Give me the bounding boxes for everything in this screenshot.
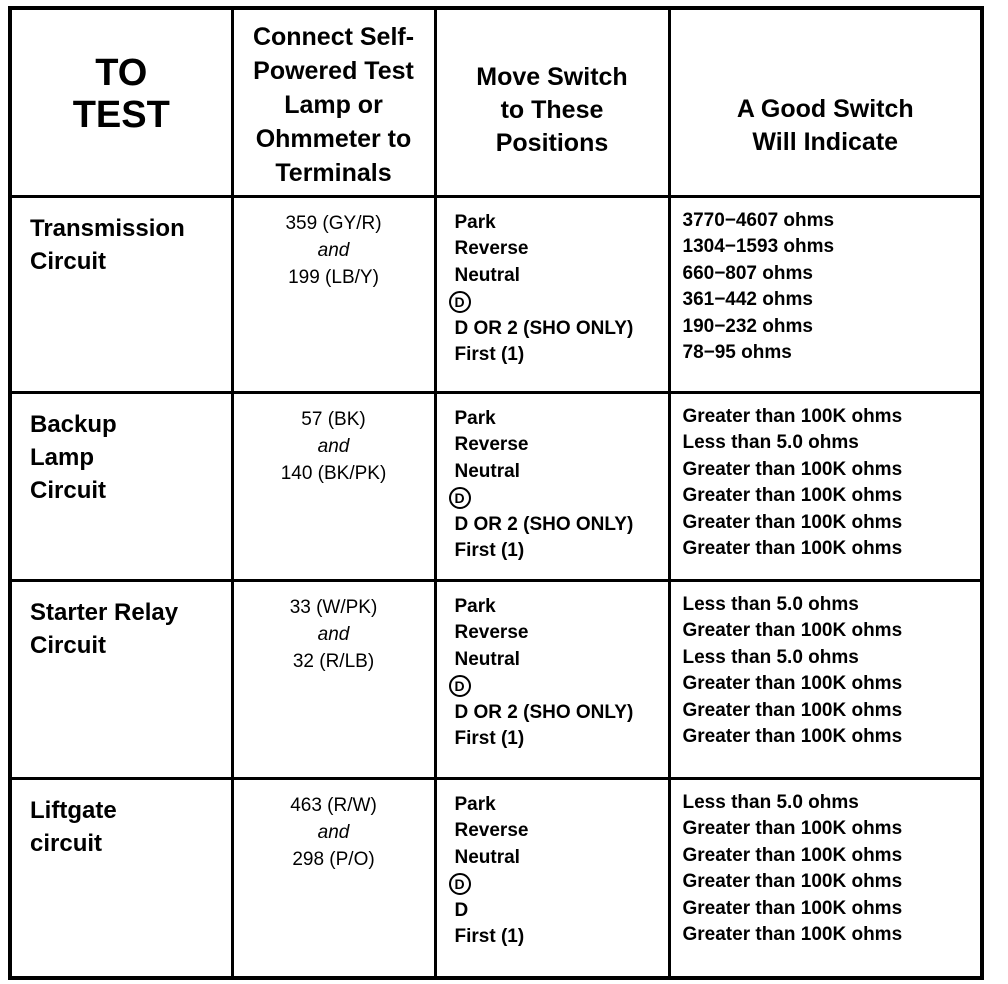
reading-item: 1304−1593 ohms — [682, 236, 835, 258]
circuit-line: Circuit — [30, 476, 107, 504]
position-item: D OR 2 (SHO ONLY) — [454, 513, 634, 535]
terminals-cell — [232, 778, 435, 978]
indicate-cell — [669, 778, 982, 978]
position-item: D OR 2 (SHO ONLY) — [454, 317, 634, 339]
circled-d-icon: D — [449, 873, 471, 895]
circuit-line: circuit — [30, 829, 103, 857]
circled-d-icon: D — [449, 291, 471, 313]
reading-item: Less than 5.0 ohms — [682, 593, 859, 615]
header-line: Powered Test — [253, 57, 414, 85]
circuit-line: Lamp — [30, 443, 95, 471]
position-item: Park — [454, 211, 496, 233]
reading-item: 78−95 ohms — [682, 342, 792, 364]
terminal-value: 359 (GY/R) — [285, 212, 382, 234]
position-item: Reverse — [454, 434, 529, 456]
positions-cell — [435, 196, 669, 392]
position-item: Neutral — [454, 460, 520, 482]
position-item: First (1) — [454, 926, 525, 948]
reading-item: Greater than 100K ohms — [682, 538, 903, 560]
reading-item: 660−807 ohms — [682, 262, 813, 284]
terminal-value: 140 (BK/PK) — [280, 462, 387, 484]
reading-item: Greater than 100K ohms — [682, 511, 903, 533]
circuit-line: Transmission — [30, 214, 185, 242]
header-line: Will Indicate — [752, 128, 899, 157]
terminals-cell — [232, 580, 435, 778]
positions-cell — [435, 392, 669, 580]
reading-item: Greater than 100K ohms — [682, 485, 903, 507]
position-item: D — [454, 899, 469, 921]
circled-d-icon: D — [449, 675, 471, 697]
position-item: Reverse — [454, 238, 529, 260]
circuit-line: Circuit — [30, 247, 107, 275]
position-item: Reverse — [454, 622, 529, 644]
reading-item: Greater than 100K ohms — [682, 620, 903, 642]
header-move-switch — [435, 8, 669, 196]
reading-item: Less than 5.0 ohms — [682, 646, 859, 668]
header-good-switch — [669, 8, 982, 196]
circuit-name — [10, 196, 232, 392]
terminal-value: 463 (R/W) — [290, 794, 377, 816]
table-row — [10, 392, 982, 580]
circuit-name — [10, 778, 232, 978]
reading-item: Greater than 100K ohms — [682, 699, 903, 721]
circuit-line: Backup — [30, 410, 117, 438]
header-line: Ohmmeter to — [255, 125, 412, 153]
terminal-value: 57 (BK) — [301, 408, 366, 430]
terminal-value: 33 (W/PK) — [289, 596, 378, 618]
circuit-line: Circuit — [30, 631, 107, 659]
position-item-overdrive — [455, 673, 668, 700]
reading-item: Greater than 100K ohms — [682, 871, 903, 893]
terminals-cell — [232, 392, 435, 580]
position-item: Reverse — [454, 820, 529, 842]
circuit-line: Liftgate — [30, 796, 117, 824]
positions-cell — [435, 580, 669, 778]
header-row — [10, 8, 982, 196]
header-to-test — [10, 8, 232, 196]
position-item: Neutral — [454, 846, 520, 868]
switch-test-table — [8, 6, 984, 980]
reading-item: Less than 5.0 ohms — [682, 432, 859, 454]
position-item: First (1) — [454, 540, 525, 562]
position-item: Neutral — [454, 648, 520, 670]
header-line: TO — [95, 52, 148, 95]
reading-item: Greater than 100K ohms — [682, 673, 903, 695]
circuit-name — [10, 580, 232, 778]
header-line: Connect Self- — [252, 23, 415, 51]
table-row — [10, 580, 982, 778]
reading-item: Greater than 100K ohms — [682, 726, 903, 748]
reading-item: Greater than 100K ohms — [682, 818, 903, 840]
reading-item: 361−442 ohms — [682, 289, 813, 311]
reading-item: Greater than 100K ohms — [682, 897, 903, 919]
reading-item: Greater than 100K ohms — [682, 458, 903, 480]
indicate-cell — [669, 392, 982, 580]
position-item: D OR 2 (SHO ONLY) — [454, 701, 634, 723]
and-label: and — [317, 821, 350, 843]
position-item: Park — [454, 793, 496, 815]
indicate-cell — [669, 580, 982, 778]
position-item: First (1) — [454, 344, 525, 366]
header-line: TEST — [72, 94, 170, 137]
position-item: First (1) — [454, 728, 525, 750]
position-item-overdrive — [455, 871, 668, 898]
terminals-cell — [232, 196, 435, 392]
and-label: and — [317, 239, 350, 261]
reading-item: 190−232 ohms — [682, 315, 813, 337]
reading-item: Less than 5.0 ohms — [682, 791, 859, 813]
header-line: A Good Switch — [736, 95, 914, 124]
reading-item: Greater than 100K ohms — [682, 844, 903, 866]
position-item-overdrive — [455, 485, 668, 512]
and-label: and — [317, 435, 350, 457]
circuit-name — [10, 392, 232, 580]
circuit-line: Starter Relay — [30, 598, 179, 626]
header-line: Terminals — [275, 159, 392, 187]
header-connect — [232, 8, 435, 196]
header-line: to These — [500, 95, 604, 124]
header-line: Move Switch — [476, 62, 628, 91]
reading-item: Greater than 100K ohms — [682, 924, 903, 946]
position-item: Park — [454, 407, 496, 429]
table-row — [10, 196, 982, 392]
header-line: Positions — [495, 128, 609, 157]
reading-item: Greater than 100K ohms — [682, 405, 903, 427]
position-item-overdrive — [455, 289, 668, 316]
positions-cell — [435, 778, 669, 978]
header-line: Lamp or — [284, 91, 383, 119]
circled-d-icon: D — [449, 487, 471, 509]
reading-item: 3770−4607 ohms — [682, 209, 835, 231]
terminal-value: 32 (R/LB) — [292, 650, 375, 672]
terminal-value: 298 (P/O) — [292, 848, 375, 870]
table-row — [10, 778, 982, 978]
terminal-value: 199 (LB/Y) — [288, 266, 379, 288]
indicate-cell — [669, 196, 982, 392]
position-item: Neutral — [454, 264, 520, 286]
position-item: Park — [454, 595, 496, 617]
and-label: and — [317, 623, 350, 645]
